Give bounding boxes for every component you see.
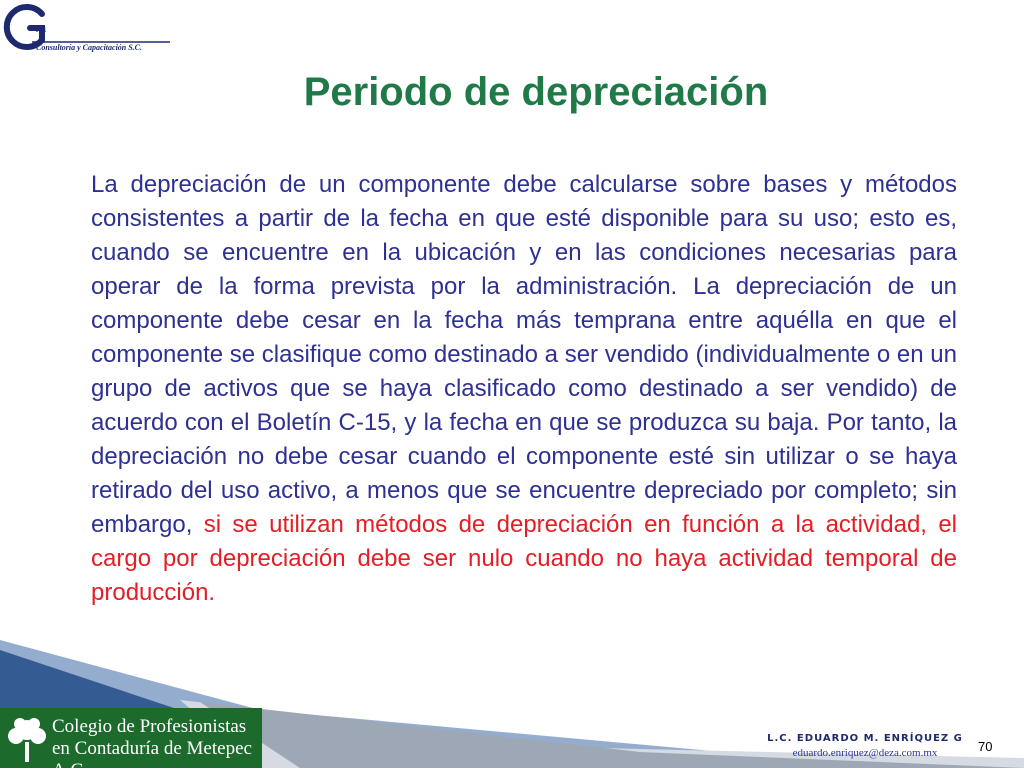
paragraph-normal-text: La depreciación de un componente debe calcularse sobre bases y métodos consistentes a partir de la fecha en que esté disponible para su uso; esto es, cuando se encuentre en la ubicación y en las condiciones necesarias para operar de la forma prevista por la administración. La depreciación de un componente debe cesar en la fecha más temprana entre aquélla en que el componente se clasifique como destinado a ser vendido (individualmente o en un grupo de activos que se haya clasificado como destinado a ser vendido) de acuerdo con el Boletín C-15, y la fecha en que se produzca su baja. Por tanto, la depreciación no debe cesar cuando el componente esté sin utilizar o se haya retirado del uso activo, a menos que se encuentre depreciado por completo; sin embargo, — [91, 171, 957, 538]
author-email: eduardo.enriquez@deza.com.mx — [792, 747, 938, 759]
college-name — [52, 716, 260, 782]
college-name-line2: en Contaduría de Metepec A.C. — [52, 738, 252, 781]
page-number: 70 — [978, 739, 993, 754]
author-name: L.C. EDUARDO M. ENRÍQUEZ G — [767, 733, 963, 744]
gva-logo-mark — [2, 2, 172, 54]
slide-title: Periodo de depreciación — [303, 70, 769, 114]
logo-tagline: Consultoría y Capacitación S.C. — [36, 43, 143, 52]
tree-icon — [4, 712, 50, 764]
gva-logo — [2, 2, 172, 54]
logo-letters: va — [34, 21, 46, 35]
body-paragraph — [91, 168, 957, 610]
college-name-line1: Colegio de Profesionistas — [52, 716, 247, 737]
college-logo — [0, 708, 262, 781]
paragraph-highlighted-text: si se utilizan métodos de depreciación en función a la actividad, el cargo por depreciación debe ser nulo cuando no haya actividad temporal de producción. — [91, 511, 957, 606]
